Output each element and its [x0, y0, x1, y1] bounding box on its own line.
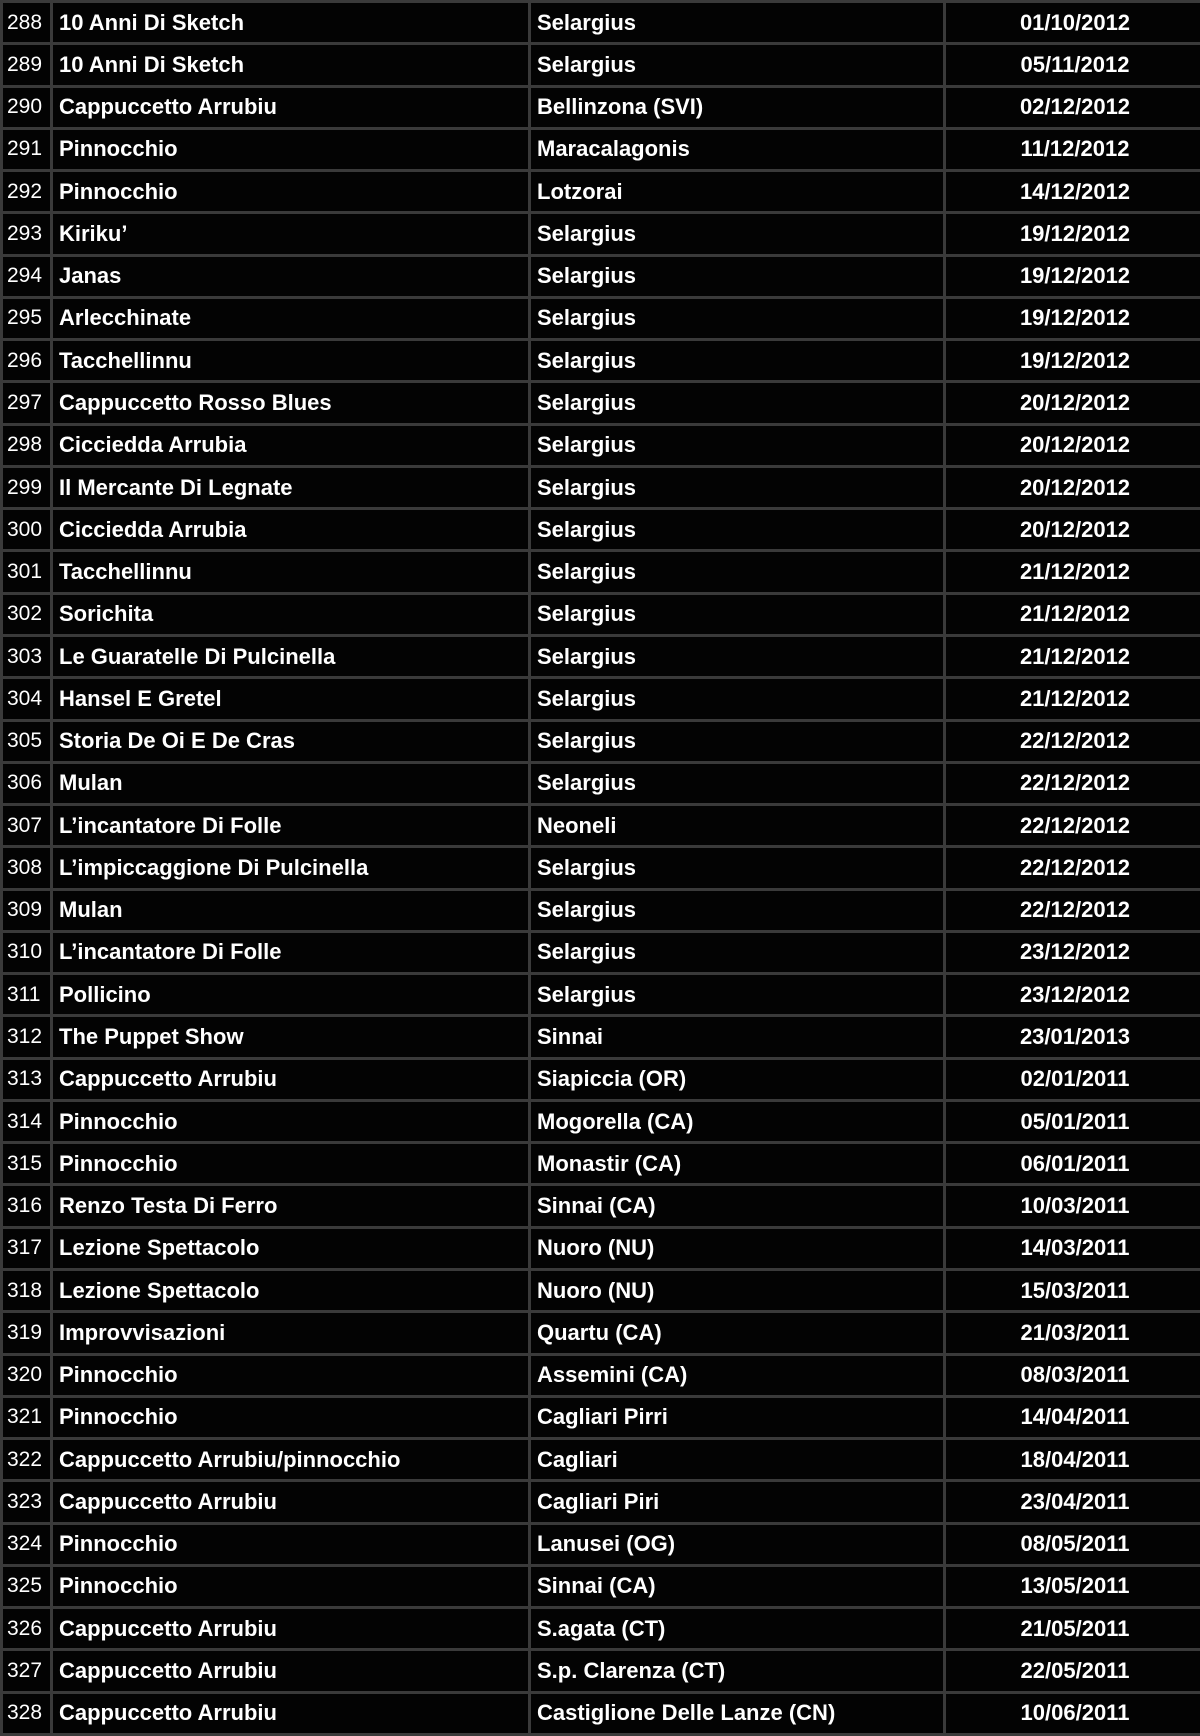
venue-location: Selargius [530, 593, 945, 635]
show-title: L’incantatore Di Folle [52, 931, 530, 973]
performance-date: 19/12/2012 [945, 340, 1200, 382]
show-title: Pinnocchio [52, 1565, 530, 1607]
venue-location: Selargius [530, 509, 945, 551]
performance-date: 20/12/2012 [945, 509, 1200, 551]
table-row [2, 509, 1200, 551]
show-title: Pinnocchio [52, 1396, 530, 1438]
performance-date: 22/05/2011 [945, 1650, 1200, 1692]
performance-date: 05/11/2012 [945, 44, 1200, 86]
venue-location: Lanusei (OG) [530, 1523, 945, 1565]
row-number: 317 [2, 1227, 52, 1269]
show-title: Pollicino [52, 974, 530, 1016]
row-number: 308 [2, 847, 52, 889]
table-row [2, 720, 1200, 762]
table-row [2, 424, 1200, 466]
show-title: Janas [52, 255, 530, 297]
table-row [2, 382, 1200, 424]
performance-date: 10/03/2011 [945, 1185, 1200, 1227]
row-number: 303 [2, 635, 52, 677]
row-number: 327 [2, 1650, 52, 1692]
table-row [2, 974, 1200, 1016]
row-number: 290 [2, 86, 52, 128]
table-row [2, 1058, 1200, 1100]
row-number: 294 [2, 255, 52, 297]
row-number: 289 [2, 44, 52, 86]
performance-date: 14/03/2011 [945, 1227, 1200, 1269]
venue-location: Selargius [530, 2, 945, 44]
table-row [2, 1692, 1200, 1734]
row-number: 324 [2, 1523, 52, 1565]
row-number: 288 [2, 2, 52, 44]
performance-date: 08/05/2011 [945, 1523, 1200, 1565]
row-number: 318 [2, 1269, 52, 1311]
venue-location: Maracalagonis [530, 128, 945, 170]
performance-date: 10/06/2011 [945, 1692, 1200, 1734]
table-row [2, 1523, 1200, 1565]
row-number: 326 [2, 1608, 52, 1650]
table-row [2, 593, 1200, 635]
performance-date: 08/03/2011 [945, 1354, 1200, 1396]
show-title: Tacchellinnu [52, 340, 530, 382]
performance-date: 22/12/2012 [945, 805, 1200, 847]
performance-date: 19/12/2012 [945, 255, 1200, 297]
show-title: 10 Anni Di Sketch [52, 2, 530, 44]
show-title: Cappuccetto Arrubiu [52, 1650, 530, 1692]
row-number: 298 [2, 424, 52, 466]
performance-date: 23/12/2012 [945, 974, 1200, 1016]
show-title: Cappuccetto Rosso Blues [52, 382, 530, 424]
performance-date: 22/12/2012 [945, 720, 1200, 762]
table-row [2, 678, 1200, 720]
venue-location: Selargius [530, 297, 945, 339]
table-row [2, 931, 1200, 973]
performance-date: 23/01/2013 [945, 1016, 1200, 1058]
table-row [2, 1481, 1200, 1523]
show-title: Pinnocchio [52, 171, 530, 213]
venue-location: Assemini (CA) [530, 1354, 945, 1396]
row-number: 325 [2, 1565, 52, 1607]
venue-location: Selargius [530, 762, 945, 804]
show-title: 10 Anni Di Sketch [52, 44, 530, 86]
show-title: Mulan [52, 762, 530, 804]
venue-location: Cagliari Pirri [530, 1396, 945, 1438]
row-number: 312 [2, 1016, 52, 1058]
table-row [2, 805, 1200, 847]
show-title: L’impiccaggione Di Pulcinella [52, 847, 530, 889]
show-title: Cappuccetto Arrubiu [52, 1608, 530, 1650]
row-number: 304 [2, 678, 52, 720]
table-row [2, 1269, 1200, 1311]
table-row [2, 213, 1200, 255]
venue-location: Mogorella (CA) [530, 1100, 945, 1142]
venue-location: Selargius [530, 889, 945, 931]
venue-location: Selargius [530, 44, 945, 86]
performance-date: 11/12/2012 [945, 128, 1200, 170]
show-title: Storia De Oi E De Cras [52, 720, 530, 762]
table-row [2, 1016, 1200, 1058]
row-number: 296 [2, 340, 52, 382]
row-number: 292 [2, 171, 52, 213]
table-row [2, 635, 1200, 677]
performance-date: 21/12/2012 [945, 678, 1200, 720]
row-number: 306 [2, 762, 52, 804]
performance-date: 21/03/2011 [945, 1312, 1200, 1354]
table-row [2, 847, 1200, 889]
row-number: 291 [2, 128, 52, 170]
table-row [2, 1354, 1200, 1396]
table-row [2, 1650, 1200, 1692]
row-number: 323 [2, 1481, 52, 1523]
show-title: Kiriku’ [52, 213, 530, 255]
show-title: Pinnocchio [52, 1100, 530, 1142]
performance-date: 14/12/2012 [945, 171, 1200, 213]
table-row [2, 128, 1200, 170]
table-row [2, 1439, 1200, 1481]
performances-table-body [2, 2, 1200, 1735]
show-title: Pinnocchio [52, 1143, 530, 1185]
venue-location: S.agata (CT) [530, 1608, 945, 1650]
table-row [2, 551, 1200, 593]
performance-date: 19/12/2012 [945, 297, 1200, 339]
row-number: 319 [2, 1312, 52, 1354]
performance-date: 21/12/2012 [945, 593, 1200, 635]
show-title: Cappuccetto Arrubiu [52, 1058, 530, 1100]
venue-location: Selargius [530, 974, 945, 1016]
venue-location: Bellinzona (SVI) [530, 86, 945, 128]
performance-date: 21/12/2012 [945, 635, 1200, 677]
venue-location: Siapiccia (OR) [530, 1058, 945, 1100]
venue-location: Selargius [530, 255, 945, 297]
row-number: 293 [2, 213, 52, 255]
table-row [2, 1227, 1200, 1269]
show-title: Lezione Spettacolo [52, 1269, 530, 1311]
show-title: Sorichita [52, 593, 530, 635]
table-row [2, 44, 1200, 86]
venue-location: Selargius [530, 551, 945, 593]
show-title: Cicciedda Arrubia [52, 509, 530, 551]
venue-location: Selargius [530, 847, 945, 889]
table-row [2, 1396, 1200, 1438]
table-row [2, 1100, 1200, 1142]
performance-date: 22/12/2012 [945, 847, 1200, 889]
table-row [2, 1312, 1200, 1354]
show-title: Cappuccetto Arrubiu/pinnocchio [52, 1439, 530, 1481]
show-title: The Puppet Show [52, 1016, 530, 1058]
table-row [2, 340, 1200, 382]
performance-date: 21/05/2011 [945, 1608, 1200, 1650]
row-number: 321 [2, 1396, 52, 1438]
venue-location: Monastir (CA) [530, 1143, 945, 1185]
venue-location: Selargius [530, 678, 945, 720]
row-number: 300 [2, 509, 52, 551]
row-number: 295 [2, 297, 52, 339]
show-title: Arlecchinate [52, 297, 530, 339]
table-row [2, 2, 1200, 44]
row-number: 328 [2, 1692, 52, 1734]
performance-date: 22/12/2012 [945, 762, 1200, 804]
performance-date: 20/12/2012 [945, 466, 1200, 508]
show-title: Le Guaratelle Di Pulcinella [52, 635, 530, 677]
show-title: Improvvisazioni [52, 1312, 530, 1354]
table-row [2, 297, 1200, 339]
show-title: Cappuccetto Arrubiu [52, 1481, 530, 1523]
venue-location: Selargius [530, 213, 945, 255]
show-title: L’incantatore Di Folle [52, 805, 530, 847]
performance-date: 13/05/2011 [945, 1565, 1200, 1607]
row-number: 313 [2, 1058, 52, 1100]
table-row [2, 171, 1200, 213]
table-row [2, 466, 1200, 508]
venue-location: Sinnai [530, 1016, 945, 1058]
venue-location: Selargius [530, 931, 945, 973]
row-number: 297 [2, 382, 52, 424]
show-title: Pinnocchio [52, 128, 530, 170]
row-number: 301 [2, 551, 52, 593]
table-row [2, 1185, 1200, 1227]
row-number: 320 [2, 1354, 52, 1396]
row-number: 305 [2, 720, 52, 762]
venue-location: Selargius [530, 340, 945, 382]
performance-date: 23/12/2012 [945, 931, 1200, 973]
row-number: 314 [2, 1100, 52, 1142]
venue-location: Sinnai (CA) [530, 1565, 945, 1607]
venue-location: Lotzorai [530, 171, 945, 213]
venue-location: S.p. Clarenza (CT) [530, 1650, 945, 1692]
venue-location: Sinnai (CA) [530, 1185, 945, 1227]
venue-location: Quartu (CA) [530, 1312, 945, 1354]
venue-location: Neoneli [530, 805, 945, 847]
performance-date: 05/01/2011 [945, 1100, 1200, 1142]
performance-date: 14/04/2011 [945, 1396, 1200, 1438]
row-number: 315 [2, 1143, 52, 1185]
venue-location: Nuoro (NU) [530, 1269, 945, 1311]
show-title: Cicciedda Arrubia [52, 424, 530, 466]
venue-location: Selargius [530, 720, 945, 762]
row-number: 299 [2, 466, 52, 508]
row-number: 316 [2, 1185, 52, 1227]
table-row [2, 1143, 1200, 1185]
show-title: Lezione Spettacolo [52, 1227, 530, 1269]
venue-location: Cagliari [530, 1439, 945, 1481]
performance-date: 23/04/2011 [945, 1481, 1200, 1523]
row-number: 310 [2, 931, 52, 973]
performance-date: 06/01/2011 [945, 1143, 1200, 1185]
venue-location: Selargius [530, 382, 945, 424]
performance-date: 01/10/2012 [945, 2, 1200, 44]
show-title: Mulan [52, 889, 530, 931]
row-number: 302 [2, 593, 52, 635]
performance-date: 18/04/2011 [945, 1439, 1200, 1481]
venue-location: Selargius [530, 424, 945, 466]
row-number: 322 [2, 1439, 52, 1481]
performance-date: 21/12/2012 [945, 551, 1200, 593]
performance-date: 20/12/2012 [945, 382, 1200, 424]
performance-date: 02/12/2012 [945, 86, 1200, 128]
venue-location: Selargius [530, 466, 945, 508]
performance-date: 19/12/2012 [945, 213, 1200, 255]
show-title: Cappuccetto Arrubiu [52, 1692, 530, 1734]
show-title: Pinnocchio [52, 1523, 530, 1565]
table-row [2, 889, 1200, 931]
table-row [2, 86, 1200, 128]
show-title: Tacchellinnu [52, 551, 530, 593]
row-number: 309 [2, 889, 52, 931]
table-row [2, 1608, 1200, 1650]
table-row [2, 762, 1200, 804]
show-title: Hansel E Gretel [52, 678, 530, 720]
performance-date: 02/01/2011 [945, 1058, 1200, 1100]
table-row [2, 1565, 1200, 1607]
show-title: Renzo Testa Di Ferro [52, 1185, 530, 1227]
performance-date: 15/03/2011 [945, 1269, 1200, 1311]
show-title: Il Mercante Di Legnate [52, 466, 530, 508]
performance-date: 22/12/2012 [945, 889, 1200, 931]
show-title: Cappuccetto Arrubiu [52, 86, 530, 128]
venue-location: Cagliari Piri [530, 1481, 945, 1523]
venue-location: Castiglione Delle Lanze (CN) [530, 1692, 945, 1734]
show-title: Pinnocchio [52, 1354, 530, 1396]
venue-location: Nuoro (NU) [530, 1227, 945, 1269]
performance-date: 20/12/2012 [945, 424, 1200, 466]
row-number: 311 [2, 974, 52, 1016]
row-number: 307 [2, 805, 52, 847]
table-row [2, 255, 1200, 297]
venue-location: Selargius [530, 635, 945, 677]
